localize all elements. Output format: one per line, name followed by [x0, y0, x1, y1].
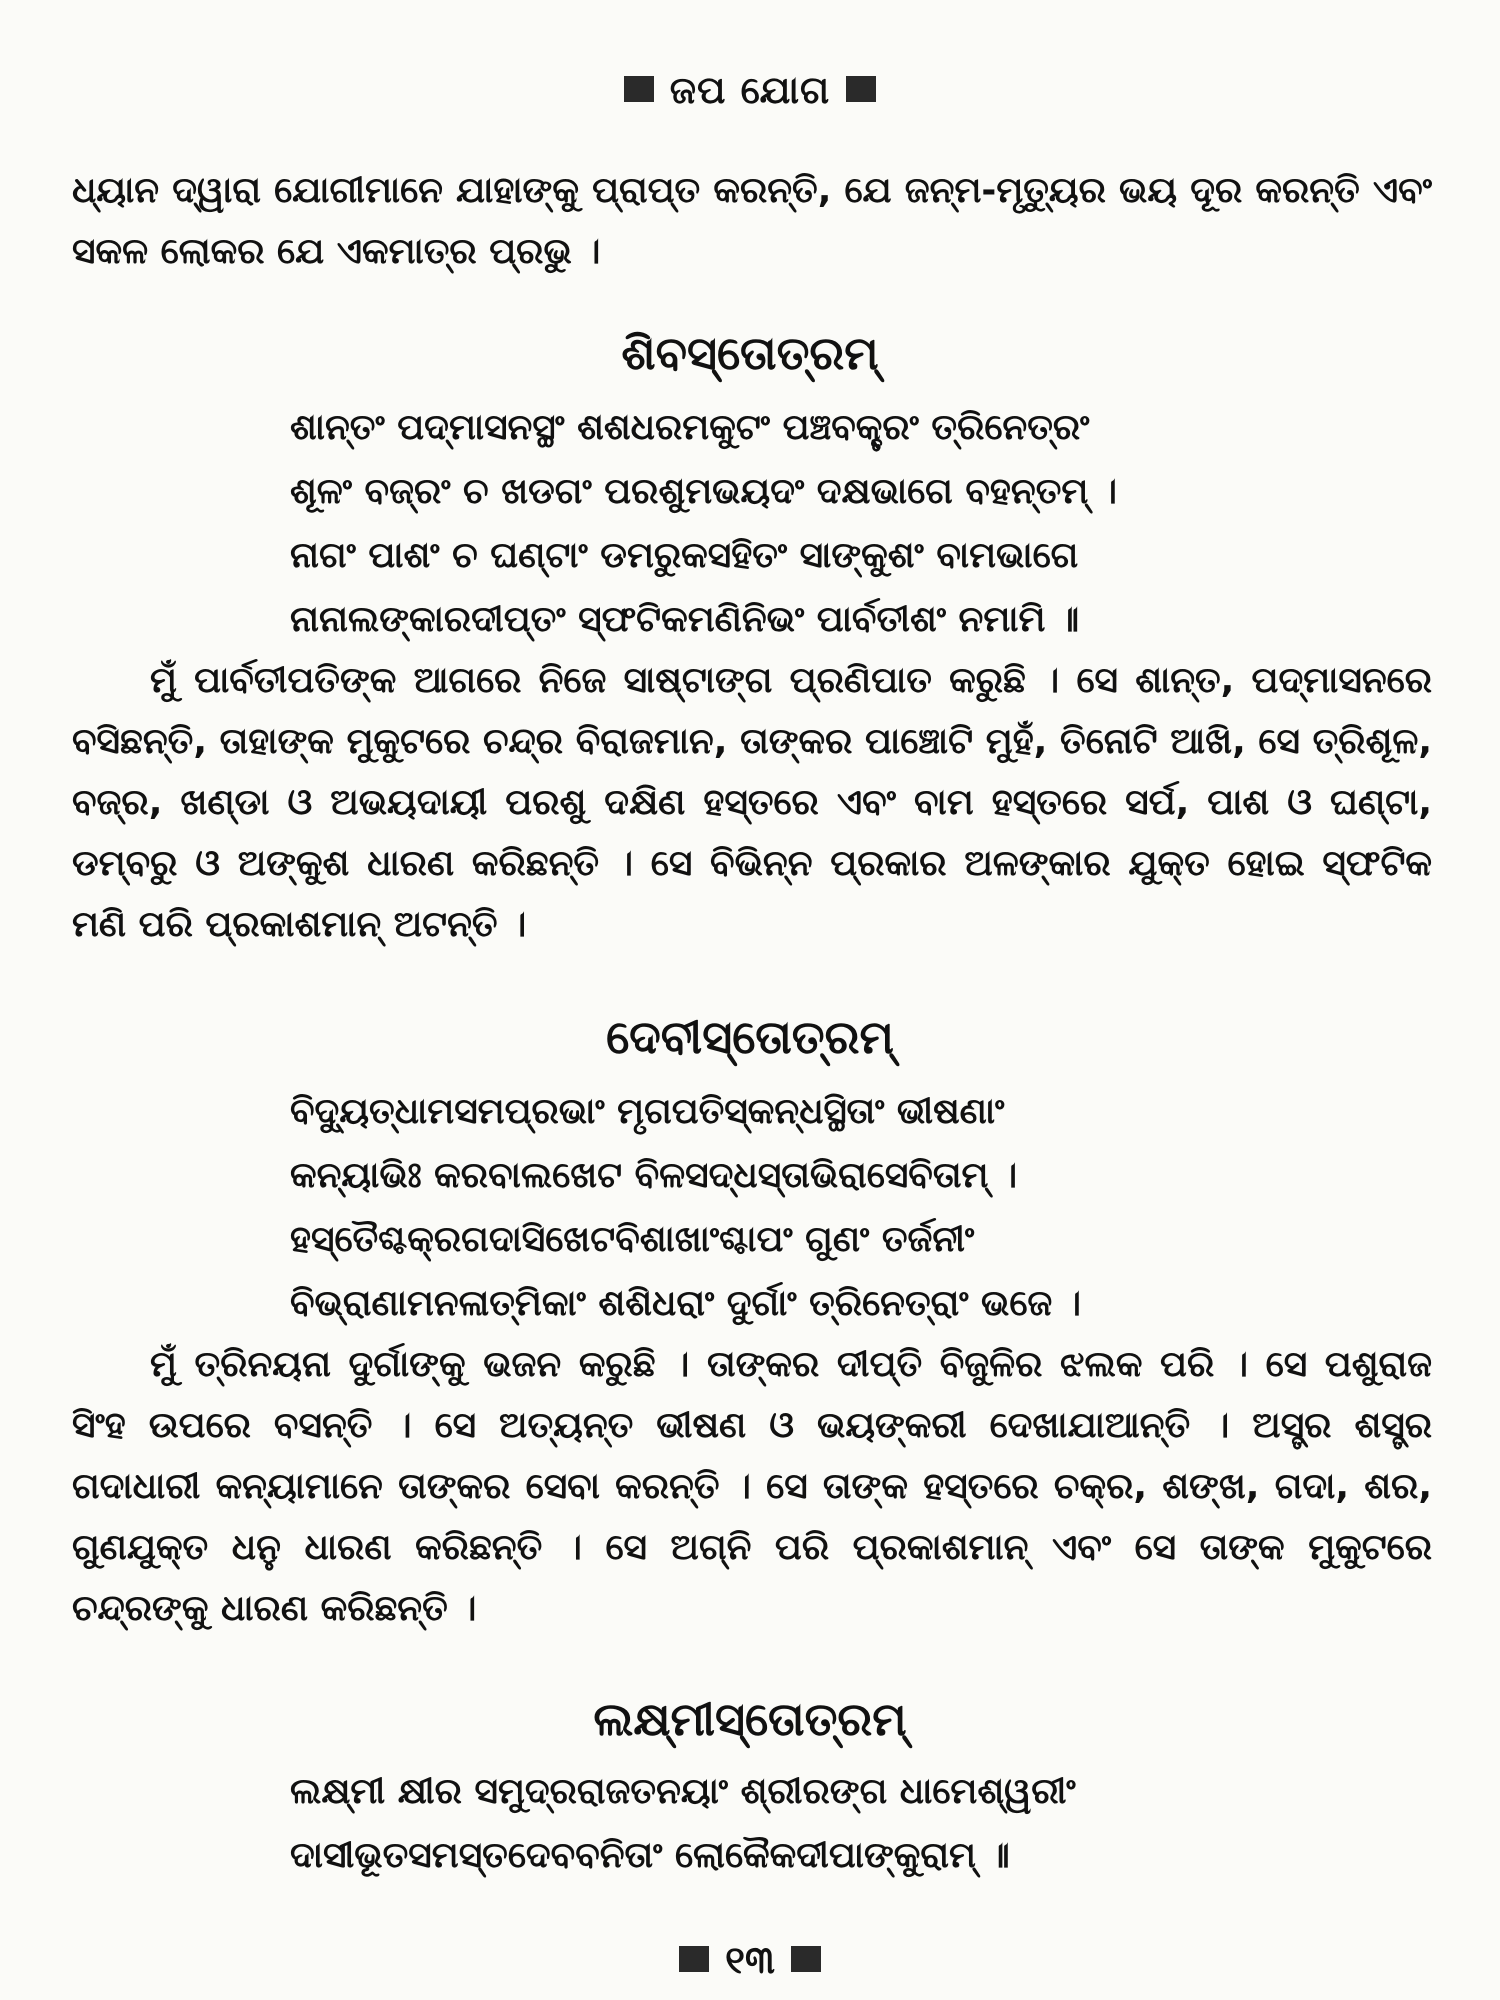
page-header — [0, 68, 1500, 113]
footer-right-square-icon — [791, 1946, 821, 1972]
footer-left-square-icon — [679, 1946, 709, 1972]
header-left-square-icon — [624, 76, 654, 102]
shiva-meaning-text: ମୁଁ ପାର୍ବତୀପତିଙ୍କ ଆଗରେ ନିଜେ ସାଷ୍ଟାଙ୍ଗ ପ୍ରଣିପାତ କରୁଛି । ସେ ଶାନ୍ତ, ପଦ୍ମାସନରେ ବସିଛନ୍ତି, ତାହାଙ୍କ ମୁକୁଟରେ ଚନ୍ଦ୍ର ବିରାଜମାନ, ତାଙ୍କର ପାଞ୍ଚୋଟି ମୁହଁ, ତିନୋଟି ଆଖି, ସେ ତ୍ରିଶୂଳ, ବଜ୍ର, ଖଣ୍ଡା ଓ ଅଭୟଦାୟୀ ପରଶୁ ଦକ୍ଷିଣ ହସ୍ତରେ ଏବଂ ବାମ ହସ୍ତରେ ସର୍ପ, ପାଶ ଓ ଘଣ୍ଟା, ଡମ୍ବରୁ ଓ ଅଙ୍କୁଶ ଧାରଣ କରିଛନ୍ତି । ସେ ବିଭିନ୍ନ ପ୍ରକାର ଅଳଙ୍କାର ଯୁକ୍ତ ହୋଇ ସ୍ଫଟିକ ମଣି ପରି ପ୍ରକାଶମାନ୍ ଅଟନ୍ତି । — [72, 660, 1432, 945]
page-footer — [0, 1938, 1500, 1983]
lakshmi-verse-line: ଲକ୍ଷ୍ମୀ କ୍ଷୀର ସମୁଦ୍ରରାଜତନୟାଂ ଶ୍ରୀରଙ୍ଗ ଧାମେଶ୍ୱରୀଂ — [290, 1771, 1076, 1812]
shiva-verse-line: ଶାନ୍ତଂ ପଦ୍ମାସନସ୍ଥଂ ଶଶଧରମକୁଟଂ ପଞ୍ଚବକ୍ତ୍ରଂ ତ୍ରିନେତ୍ରଂ — [290, 407, 1090, 448]
devi-stotram-heading: ଦେବୀସ୍ତୋତ୍ରମ୍ — [606, 1010, 894, 1064]
devi-meaning-text: ମୁଁ ତ୍ରିନୟନା ଦୁର୍ଗାଙ୍କୁ ଭଜନ କରୁଛି । ତାଙ୍କର ଦୀପ୍ତି ବିଜୁଳିର ଝଲକ ପରି । ସେ ପଶୁରାଜ ସିଂହ ଉପରେ ବସନ୍ତି । ସେ ଅତ୍ୟନ୍ତ ଭୀଷଣ ଓ ଭୟଙ୍କରୀ ଦେଖାଯାଆନ୍ତି । ଅସ୍ତ୍ର ଶସ୍ତ୍ର ଗଦାଧାରୀ କନ୍ୟାମାନେ ତାଙ୍କର ସେବା କରନ୍ତି । ସେ ତାଙ୍କ ହସ୍ତରେ ଚକ୍ର, ଶଙ୍ଖ, ଗଦା, ଶର, ଗୁଣଯୁକ୍ତ ଧନୁ ଧାରଣ କରିଛନ୍ତି । ସେ ଅଗ୍ନି ପରି ପ୍ରକାଶମାନ୍ ଏବଂ ସେ ତାଙ୍କ ମୁକୁଟରେ ଚନ୍ଦ୍ରଙ୍କୁ ଧାରଣ କରିଛନ୍ତି । — [72, 1344, 1432, 1629]
shiva-meaning-paragraph — [72, 650, 1432, 955]
page-title: ଜପ ଯୋଗ — [669, 68, 831, 112]
page-number: ୧୩ — [725, 1938, 775, 1982]
devi-stotram-verses — [290, 1080, 1440, 1336]
lakshmi-verse-line: ଦାସୀଭୂତସମସ୍ତଦେବବନିତାଂ ଲୋକୈକଦୀପାଙ୍କୁରାମ୍ ॥ — [290, 1835, 1010, 1876]
lakshmi-stotram-verses — [290, 1760, 1440, 1888]
header-right-square-icon — [846, 76, 876, 102]
shiva-stotram-heading: ଶିବସ୍ତୋତ୍ରମ୍ — [621, 326, 879, 380]
shiva-verse-line: ଶୂଳଂ ବଜ୍ରଂ ଚ ଖଡଗଂ ପରଶୁମଭୟଦଂ ଦକ୍ଷଭାଗେ ବହନ୍ତମ୍ । — [290, 471, 1118, 512]
devi-verse-line: ବିଭ୍ରାଣାମନଳାତ୍ମିକାଂ ଶଶିଧରାଂ ଦୁର୍ଗାଂ ତ୍ରିନେତ୍ରାଂ ଭଜେ । — [290, 1283, 1082, 1324]
shiva-verse-line: ନାଗଂ ପାଶଂ ଚ ଘଣ୍ଟାଂ ଡମରୁକସହିତଂ ସାଙ୍କୁଶଂ ବାମଭାଗେ — [290, 535, 1079, 576]
shiva-stotram-verses — [290, 396, 1440, 652]
lakshmi-stotram-heading: ଲକ୍ଷ୍ମୀସ୍ତୋତ୍ରମ୍ — [593, 1692, 907, 1746]
intro-paragraph: ଧ୍ୟାନ ଦ୍ୱାରା ଯୋଗୀମାନେ ଯାହାଙ୍କୁ ପ୍ରାପ୍ତ କରନ୍ତି, ଯେ ଜନ୍ମ-ମୃତ୍ୟୁର ଭୟ ଦୂର କରନ୍ତି ଏବଂ ସକଳ ଲୋକର ଯେ ଏକମାତ୍ର ପ୍ରଭୁ । — [72, 170, 1432, 272]
devi-verse-line: ହସ୍ତୈଶ୍ଚକ୍ରଗଦାସିଖେଟବିଶାଖାଂଶ୍ଚାପଂ ଗୁଣଂ ତର୍ଜନୀଂ — [290, 1219, 975, 1260]
devi-verse-line: କନ୍ୟାଭିଃ କରବାଲଖେଟ ବିଳସଦ୍ଧସ୍ତାଭିରାସେବିତାମ୍ । — [290, 1155, 1018, 1196]
devi-verse-line: ବିଦ୍ୟୁତ୍‌ଧାମସମପ୍ରଭାଂ ମୃଗପତିସ୍କନ୍ଧସ୍ଥିତାଂ ଭୀଷଣାଂ — [290, 1091, 1005, 1132]
devi-meaning-paragraph — [72, 1334, 1432, 1639]
shiva-verse-line: ନାନାଲଙ୍କାରଦୀପ୍ତଂ ସ୍ଫଟିକମଣିନିଭଂ ପାର୍ବତୀଶଂ ନମାମି ॥ — [290, 599, 1080, 640]
